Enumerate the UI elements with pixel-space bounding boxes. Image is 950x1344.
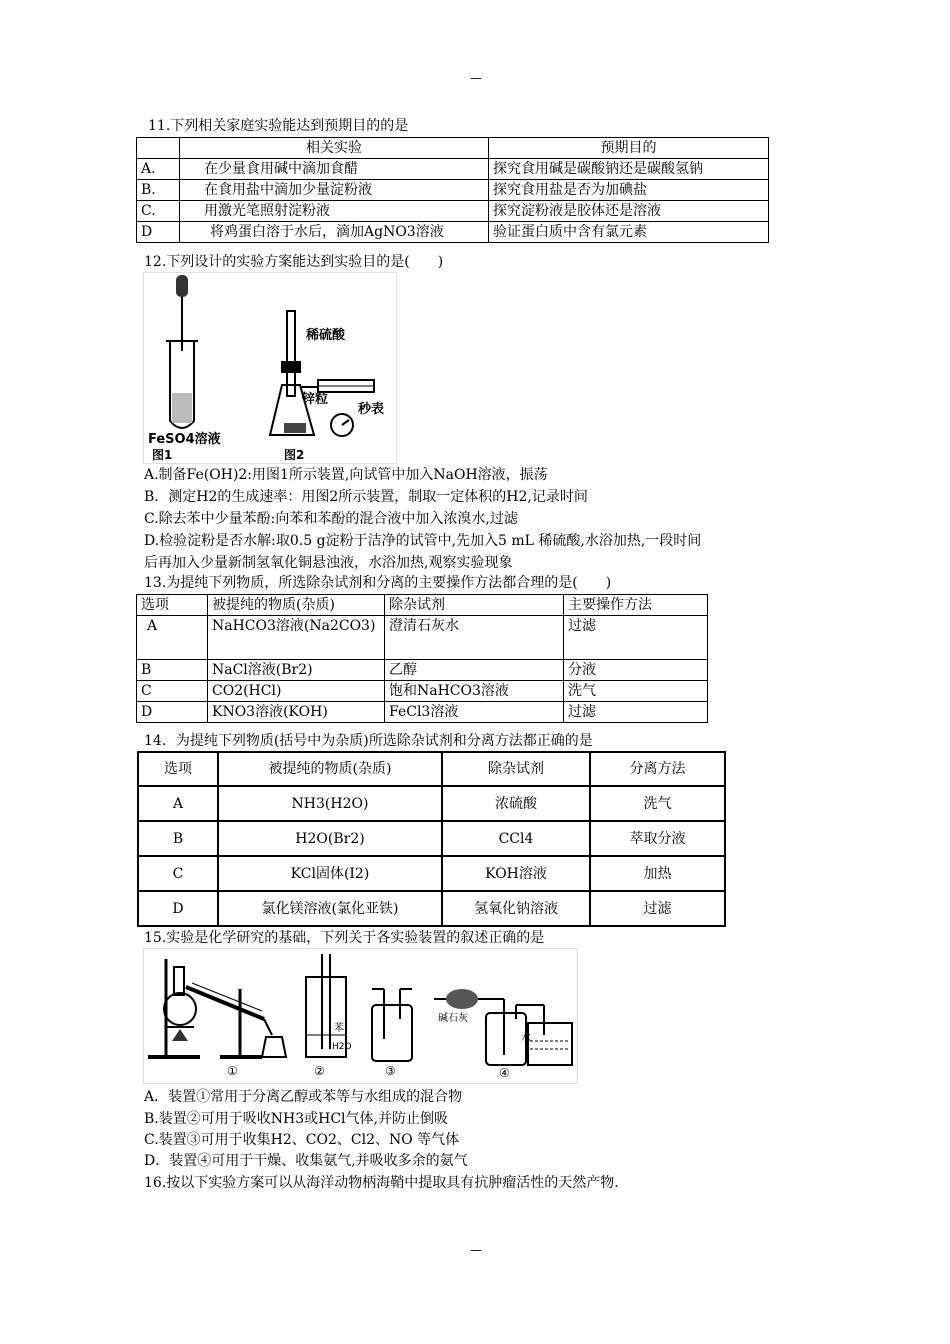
table-row: A. 在少量食用碱中滴加食醋 探究食用碱是碳酸钠还是碳酸氢钠 [137, 159, 769, 180]
q15-option-b: B.装置②可用于吸收NH3或HCl气体,并防止倒吸 [144, 1111, 448, 1127]
q12-option-b: B．测定H2的生成速率：用图2所示装置，制取一定体积的H2,记录时间 [144, 489, 588, 505]
table-header: 相关实验 [180, 138, 489, 159]
fig-label-2: 图2 [284, 448, 305, 462]
header-mark: — [470, 71, 482, 85]
fig-label-acid: 稀硫酸 [306, 328, 346, 343]
q11-title: 11.下列相关家庭实验能达到预期目的的是 [148, 118, 409, 134]
table-row: C KCl固体(I2) KOH溶液 加热 [138, 856, 725, 891]
q16-title: 16.按以下实验方案可以从海洋动物柄海鞘中提取具有抗肿瘤活性的天然产物. [144, 1175, 619, 1191]
table-row: B H2O(Br2) CCl4 萃取分液 [138, 821, 725, 856]
table-row: C CO2(HCl) 饱和NaHCO3溶液 洗气 [137, 681, 708, 702]
q12-option-a: A.制备Fe(OH)2:用图1所示装置,向试管中加入NaOH溶液，振荡 [144, 467, 548, 483]
fig-label-1: 图1 [152, 448, 173, 462]
q12-figure [143, 272, 397, 464]
label-device-3: ③ [385, 1064, 396, 1078]
table-row: B. 在食用盐中滴加少量淀粉液 探究食用盐是否为加碘盐 [137, 180, 769, 201]
table-row: D KNO3溶液(KOH) FeCl3溶液 过滤 [137, 702, 708, 723]
apparatus-diagram [144, 273, 396, 463]
q14-title: 14．为提纯下列物质(括号中为杂质)所选除杂试剂和分离方法都正确的是 [144, 733, 593, 749]
q12-option-c: C.除去苯中少量苯酚:向苯和苯酚的混合液中加入浓溴水,过滤 [144, 511, 518, 527]
q12-title: 12.下列设计的实验方案能达到实验目的是( ) [144, 254, 444, 270]
q15-option-a: A．装置①常用于分离乙醇或苯等与水组成的混合物 [144, 1089, 463, 1105]
table-row: 选项 被提纯的物质(杂质) 除杂试剂 分离方法 [138, 752, 725, 786]
footer-mark: — [470, 1243, 482, 1257]
fig-label-zinc: 锌粒 [302, 392, 329, 407]
label-sodalime: 碱石灰 [438, 1013, 468, 1024]
label-device-1: ① [227, 1064, 238, 1078]
fig-label-solution: FeSO4溶液 [148, 432, 221, 447]
q15-option-c: C.装置③可用于收集H2、CO2、Cl2、NO 等气体 [144, 1132, 460, 1148]
label-benzene: 苯 [334, 1023, 344, 1034]
table-row: B NaCl溶液(Br2) 乙醇 分液 [137, 660, 708, 681]
q15-figure [143, 948, 578, 1084]
table-row [137, 138, 769, 159]
label-h2o: H2O [332, 1042, 352, 1052]
label-device-4: ④ [499, 1066, 510, 1080]
q15-option-d: D．装置④可用于干燥、收集氨气,并吸收多余的氨气 [144, 1153, 468, 1169]
q13-title: 13.为提纯下列物质，所选除杂试剂和分离的主要操作方法都合理的是( ) [144, 575, 612, 591]
label-device-2: ② [314, 1064, 325, 1078]
q12-option-d-cont: 后再加入少量新制氢氧化铜悬浊液，水浴加热,观察实验现象 [144, 555, 513, 571]
table-row: A NH3(H2O) 浓硫酸 洗气 [138, 786, 725, 821]
table-row: 选项 被提纯的物质(杂质) 除杂试剂 主要操作方法 [137, 595, 708, 616]
table-row: C. 用激光笔照射淀粉液 探究淀粉液是胶体还是溶液 [137, 201, 769, 222]
table-row: A NaHCO3溶液(Na2CO3) 澄清石灰水 过滤 [137, 616, 708, 660]
q11-table [136, 137, 769, 243]
table-row: D 氯化镁溶液(氯化亚铁) 氢氧化钠溶液 过滤 [138, 891, 725, 926]
q15-title: 15.实验是化学研究的基础，下列关于各实验装置的叙述正确的是 [144, 930, 545, 946]
label-water: 水 [521, 1033, 531, 1044]
table-header: 预期目的 [489, 138, 769, 159]
q14-table [137, 751, 726, 927]
q13-table [136, 594, 708, 723]
q12-option-d: D.检验淀粉是否水解:取0.5 g淀粉于洁净的试管中,先加入5 mL 稀硫酸,水浴加热,一段时间 [144, 533, 702, 549]
table-row: D 将鸡蛋白溶于水后，滴加AgNO3溶液 验证蛋白质中含有氯元素 [137, 222, 769, 243]
fig-label-timer: 秒表 [358, 402, 385, 417]
apparatus-diagram [144, 949, 577, 1083]
